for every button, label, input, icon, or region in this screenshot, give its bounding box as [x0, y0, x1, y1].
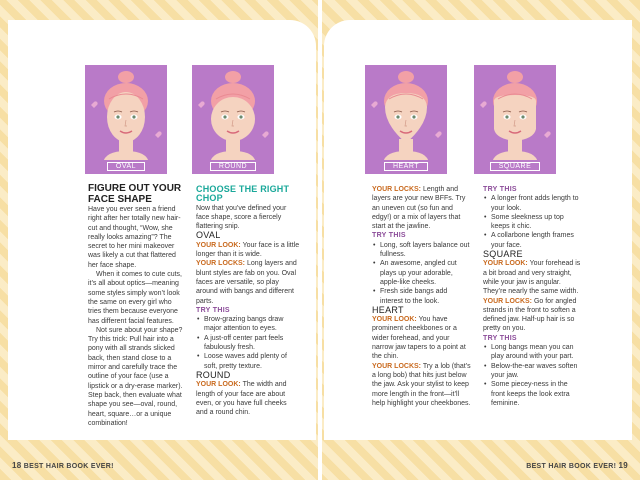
face-shape-column	[88, 183, 186, 428]
heart-locks: YOUR LOCKS: Try a lob (that’s a long bob) that hits just below the jaw. Ask your stylist to keep more length in the front—it’ll help highlight your cheekbones.	[372, 362, 471, 407]
list-item: • Long bangs mean you can play around with your part.	[491, 343, 583, 362]
intro-paragraph: Have you ever seen a friend right after her totally new hair-cut and thought, “Wow, she really looks amazing”? The secret to her mini makeover was likely a cut that flattered her face shape.	[88, 206, 181, 269]
list-item: • Brow-grazing bangs draw major attention to eyes.	[204, 315, 300, 334]
round-face-illustration	[192, 65, 274, 163]
heart-face-illustration	[365, 65, 447, 163]
square-look: YOUR LOOK: Your forehead is a bit broad and very straight, while your jaw is angular. They’re nearly the same width.	[483, 260, 581, 296]
list-item: • A just-off center part feels fabulously fresh.	[204, 334, 300, 353]
chop-intro: Now that you’ve defined your face shape, score a fiercely flattering snip.	[196, 204, 287, 231]
square-label: SQUARE	[474, 160, 556, 174]
list-item: • An awesome, angled cut plays up your adorable, apple-like cheeks.	[380, 259, 472, 287]
chop-column	[196, 185, 300, 417]
oval-heading: OVAL	[196, 230, 221, 241]
oval-locks: YOUR LOCKS: Long layers and blunt styles are fab on you. Oval faces are versatile, so play around with bangs and different parts.	[196, 260, 297, 305]
chop-heading: CHOOSE THE RIGHT CHOP	[196, 184, 290, 204]
round-locks: YOUR LOCKS: Length and layers are your new BFFs. Try an uneven cut (so fun and edgy!) or a mix of layers that start at the jawline.	[372, 186, 466, 231]
book-gutter	[318, 0, 322, 480]
optics-paragraph: When it comes to cute cuts, it’s all about optics—meaning some styles simply won’t look the same on every girl who tries them because everyone has different facial features.	[88, 271, 182, 325]
square-face-illustration	[474, 65, 556, 163]
heart-label: HEART	[365, 160, 447, 174]
square-try-this: TRY THIS	[483, 334, 517, 342]
trick-paragraph: Not sure about your shape? Try this trick: Pull hair into a pony with all strands slicked back, then stand close to a mirror and carefully trace the outline of your face (use a lipstick or a dry-erase marker). Step back, then evaluate what shape you see—oval, round, heart, square…or a unique combination!	[88, 326, 183, 427]
round-tips-list	[372, 241, 472, 306]
square-heading: SQUARE	[483, 249, 523, 260]
round-look: YOUR LOOK: The width and length of your face are about even, or you have full cheeks and a round chin.	[196, 381, 287, 417]
round-label: ROUND	[192, 160, 274, 174]
heart-heading: HEART	[372, 304, 404, 315]
round-try-this: TRY THIS	[372, 232, 406, 240]
list-item: • Fresh side bangs add interest to the look.	[380, 287, 472, 306]
face-shape-heading: FIGURE OUT YOUR FACE SHAPE	[88, 183, 182, 205]
list-item: • A longer front adds length to your look.	[491, 194, 583, 213]
square-locks: YOUR LOCKS: Go for angled strands in the front to soften a defined jaw. Half-up hair is so pretty on you.	[483, 297, 577, 333]
round-heading: ROUND	[196, 369, 231, 380]
list-item: • Long, soft layers balance out fullness.	[380, 241, 472, 260]
list-item: • Some piecey-ness in the front keeps the look extra feminine.	[491, 380, 583, 408]
heart-tips-list	[483, 194, 583, 250]
round-heart-column	[372, 185, 472, 408]
list-item: • A collarbone length frames your face.	[491, 231, 583, 250]
list-item: • Below-the-ear waves soften your jaw.	[491, 362, 583, 381]
heart-square-column	[483, 185, 583, 408]
square-tips-list	[483, 343, 583, 408]
list-item: • Loose waves add plenty of soft, pretty texture.	[204, 352, 300, 371]
heart-look: YOUR LOOK: You have prominent cheekbones or a wider forehead, and your narrow jaw tapers to a point at the chin.	[372, 316, 466, 361]
list-item: • Some sleekness up top keeps it chic.	[491, 213, 583, 232]
oval-tips-list	[196, 315, 300, 371]
left-page-footer: 18 BEST HAIR BOOK EVER!	[12, 461, 114, 470]
oval-try-this: TRY THIS	[196, 306, 230, 314]
oval-look: YOUR LOOK: Your face is a little longer than it is wide.	[196, 241, 300, 259]
heart-try-this: TRY THIS	[483, 186, 517, 193]
right-page-footer: BEST HAIR BOOK EVER! 19	[526, 461, 628, 470]
oval-face-illustration	[85, 65, 167, 163]
oval-label: OVAL	[85, 160, 167, 174]
